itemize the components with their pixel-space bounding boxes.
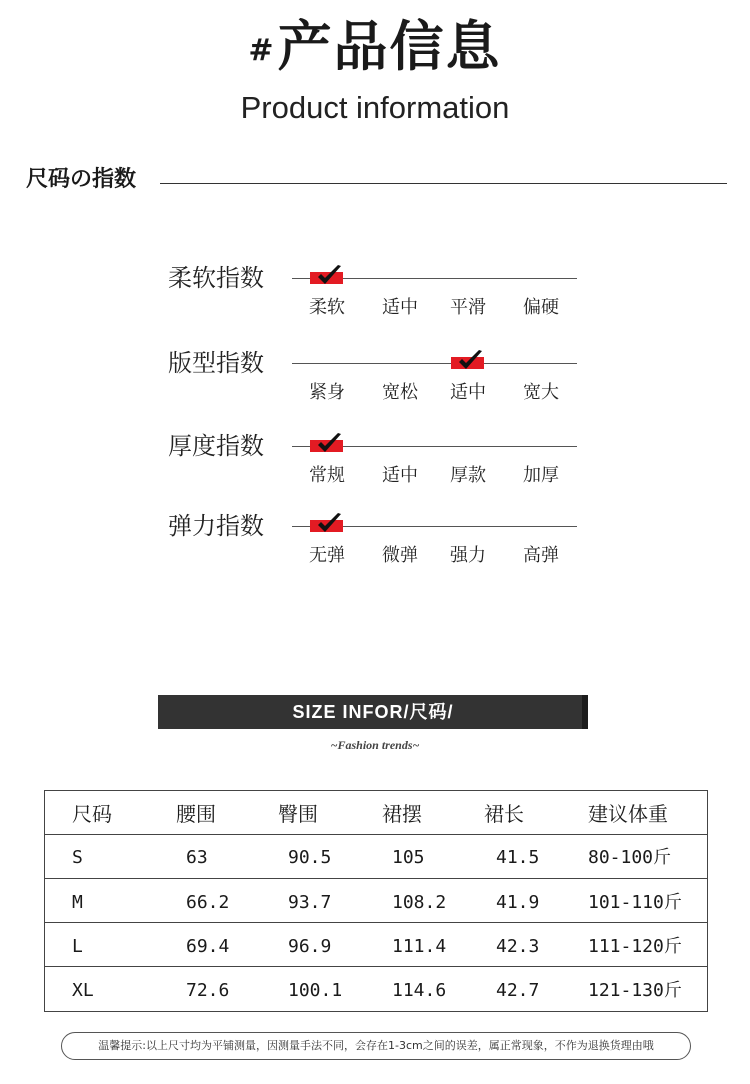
index-option: 适中 <box>382 465 418 486</box>
table-cell: 114.6 <box>392 980 447 1001</box>
index-option: 适中 <box>450 382 486 403</box>
table-cell: 121-130斤 <box>588 980 682 1001</box>
table-cell: 41.5 <box>496 847 540 868</box>
index-option: 宽松 <box>382 382 418 403</box>
size-banner <box>158 695 588 729</box>
table-header-cell: 尺码 <box>72 802 112 826</box>
table-cell: 66.2 <box>186 892 230 913</box>
banner-end-block <box>582 695 588 729</box>
section-label: 尺码の指数 <box>26 167 137 192</box>
table-cell: 63 <box>186 847 208 868</box>
index-title: 柔软指数 <box>168 264 264 292</box>
table-header-cell: 建议体重 <box>588 802 668 826</box>
table-cell: S <box>72 847 83 868</box>
size-banner-label: SIZE INFOR/尺码/ <box>292 702 454 722</box>
index-option: 紧身 <box>309 382 345 403</box>
page-subtitle: Product information <box>240 90 510 125</box>
page-title <box>0 14 750 80</box>
table-row-divider <box>44 966 708 967</box>
index-option: 柔软 <box>309 297 345 318</box>
index-option: 常规 <box>309 465 345 486</box>
index-option: 偏硬 <box>523 297 559 318</box>
fashion-subtitle: ~Fashion trends~ <box>330 738 420 752</box>
index-option: 高弹 <box>523 545 559 566</box>
index-option: 适中 <box>382 297 418 318</box>
index-option: 强力 <box>450 545 486 566</box>
checkmark-icon <box>449 350 487 372</box>
table-header-cell: 裙长 <box>484 802 524 826</box>
table-cell: 105 <box>392 847 425 868</box>
index-title: 版型指数 <box>168 349 264 377</box>
table-cell: 101-110斤 <box>588 892 682 913</box>
index-option: 厚款 <box>450 465 486 486</box>
index-option: 无弹 <box>309 545 345 566</box>
checkmark-icon <box>308 433 346 455</box>
page-title-text: 产品信息 <box>277 15 502 78</box>
table-row-divider <box>44 922 708 923</box>
table-cell: 111-120斤 <box>588 936 682 957</box>
checkmark-icon <box>308 265 346 287</box>
index-option: 平滑 <box>450 297 486 318</box>
table-cell: 93.7 <box>288 892 332 913</box>
table-cell: M <box>72 892 83 913</box>
index-scale-line <box>292 363 577 364</box>
index-option: 宽大 <box>523 382 559 403</box>
hash-symbol: # <box>248 33 276 68</box>
table-cell: 42.7 <box>496 980 540 1001</box>
table-header-cell: 腰围 <box>176 802 216 826</box>
table-cell: 108.2 <box>392 892 447 913</box>
size-note: 温馨提示:以上尺寸均为平铺测量，因测量手法不同，会存在1-3cm之间的误差，属正常现象，不作为退换货理由哦 <box>61 1032 691 1060</box>
table-row-divider <box>44 878 708 879</box>
table-header-cell: 裙摆 <box>382 802 422 826</box>
table-cell: 72.6 <box>186 980 230 1001</box>
table-cell: XL <box>72 980 94 1001</box>
table-cell: 69.4 <box>186 936 230 957</box>
table-cell: 111.4 <box>392 936 447 957</box>
table-cell: L <box>72 936 83 957</box>
table-cell: 42.3 <box>496 936 540 957</box>
table-row-divider <box>44 834 708 835</box>
table-cell: 90.5 <box>288 847 332 868</box>
checkmark-icon <box>308 513 346 535</box>
table-header-cell: 臀围 <box>278 802 318 826</box>
index-title: 厚度指数 <box>168 432 264 460</box>
index-option: 加厚 <box>523 465 559 486</box>
section-divider <box>160 183 727 184</box>
table-cell: 80-100斤 <box>588 847 672 868</box>
table-cell: 100.1 <box>288 980 343 1001</box>
index-option: 微弹 <box>382 545 418 566</box>
table-cell: 41.9 <box>496 892 540 913</box>
index-title: 弹力指数 <box>168 512 264 540</box>
table-cell: 96.9 <box>288 936 332 957</box>
